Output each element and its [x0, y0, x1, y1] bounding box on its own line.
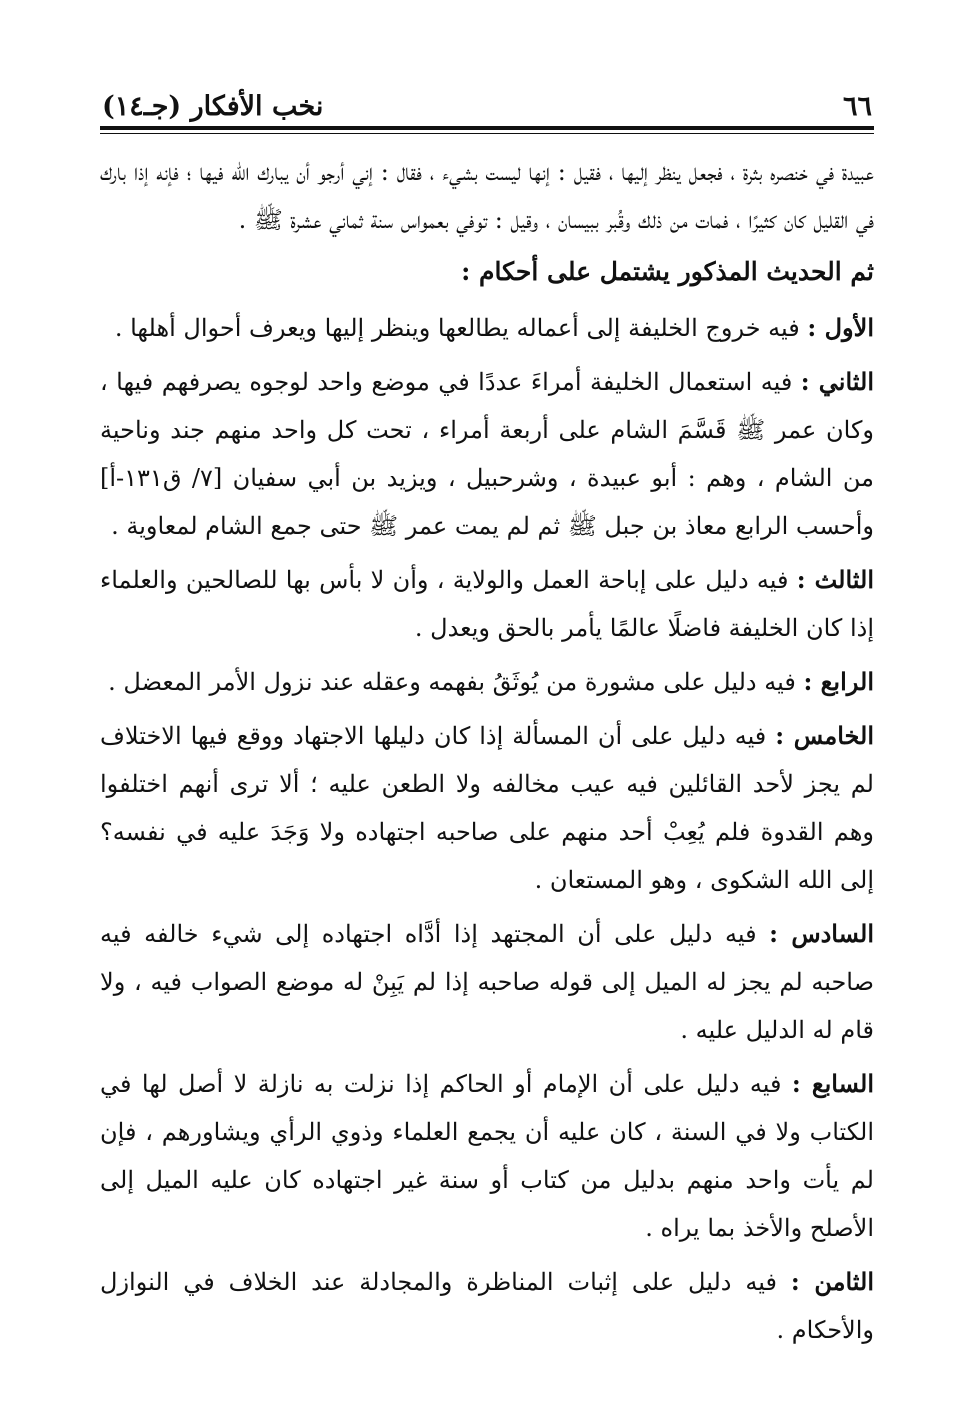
header-rule-thin: [100, 133, 874, 134]
ruling-text: فيه دليل على أن المجتهد إذا أدَّاه اجتهاده إلى شيء خالفه فيه صاحبه لم يجز له الميل إلى قوله صاحبه إذا لم يَبِنْ له موضع الصواب فيه ، ولا قام له الدليل عليه .: [100, 920, 874, 1044]
ruling-5: [100, 712, 874, 904]
ruling-3: [100, 556, 874, 652]
page-header: [100, 70, 874, 126]
ruling-6: [100, 910, 874, 1054]
ruling-label: السابع :: [791, 1069, 875, 1098]
ruling-label: الخامس :: [775, 721, 875, 750]
ruling-text: فيه دليل على أن الإمام أو الحاكم إذا نزلت به نازلة لا أصل لها في الكتاب ولا في السنة ، كان عليه أن يجمع العلماء وذوي الرأي ويشاورهم ، فإن لم يأت واحد منهم بدليل من كتاب أو سنة غير اجتهاده كان عليه الميل إلى الأصلح والأخذ بما يراه .: [100, 1070, 874, 1242]
ruling-text: فيه دليل على أن المسألة إذا كان دليلها الاجتهاد ووقع فيها الاختلاف لم يجز لأحد القائلين فيه عيب مخالفه ولا الطعن عليه ؛ ألا ترى أنهم اختلفوا وهم القدوة فلم يُعِبْ أحد منهم على صاحبه اجتهاده ولا وَجَدَ عليه في نفسه؟ إلى الله الشكوى ، وهو المستعان .: [100, 722, 874, 894]
document-page: [100, 70, 874, 1360]
header-rule-thick: [100, 126, 874, 130]
book-title: نخب الأفكار (جـ١٤): [102, 91, 324, 122]
ruling-label: الثالث :: [796, 565, 874, 594]
ruling-text: فيه دليل على إباحة العمل والولاية ، وأن لا بأس بها للصالحين والعلماء إذا كان الخليفة فاضلًا عالمًا يأمر بالحق ويعدل .: [100, 566, 874, 642]
ruling-8: [100, 1258, 874, 1354]
ruling-text: فيه دليل على مشورة من يُوثَقُ بفهمه وعقله عند نزول الأمر المعضل .: [108, 668, 804, 696]
ruling-1: [100, 304, 874, 352]
ruling-label: الثامن :: [790, 1267, 875, 1296]
ruling-text: فيه خروج الخليفة إلى أعماله يطالعها وينظر إليها ويعرف أحوال أهلها .: [114, 314, 808, 342]
page-number: ٦٦: [842, 91, 872, 122]
intro-paragraph: عبيدة في خنصره بثرة ، فجعل ينظر إليها ، فقيل : إنها ليست بشيء ، فقال : إني أرجو أن يبارك الله فيها ؛ فإنه إذا بارك في القليل كان كثيرًا ، فمات من ذلك وقُبر ببيسان ، وقيل : توفي بعمواس سنة ثماني عشرة ﷺ .: [100, 158, 874, 234]
ruling-label: السادس :: [769, 919, 875, 948]
ruling-label: الرابع :: [803, 667, 874, 696]
page-body: [100, 148, 874, 1354]
ruling-label: الأول :: [807, 313, 874, 342]
ruling-7: [100, 1060, 874, 1252]
ruling-text: فيه استعمال الخليفة أمراءَ عددًا في موضع واحد لوجوه يصرفهم فيها ، وكان عمر ﷺ قَسَّمَ الشام على أربعة أمراء ، تحت كل واحد منهم جند وناحية من الشام ، وهم : أبو عبيدة ، وشرحبيل ، ويزيد بن أبي سفيان [٧/ ق١٣١-أ] وأحسب الرابع معاذ بن جبل ﷺ ثم لم يمت عمر ﷺ حتى جمع الشام لمعاوية .: [100, 368, 875, 540]
ruling-2: [100, 358, 874, 550]
ruling-4: [100, 658, 874, 706]
section-heading: ثم الحديث المذكور يشتمل على أحكام :: [461, 257, 874, 286]
ruling-label: الثاني :: [800, 367, 874, 396]
ruling-text: فيه دليل على إثبات المناظرة والمجادلة عند الخلاف في النوازل والأحكام .: [100, 1268, 874, 1344]
